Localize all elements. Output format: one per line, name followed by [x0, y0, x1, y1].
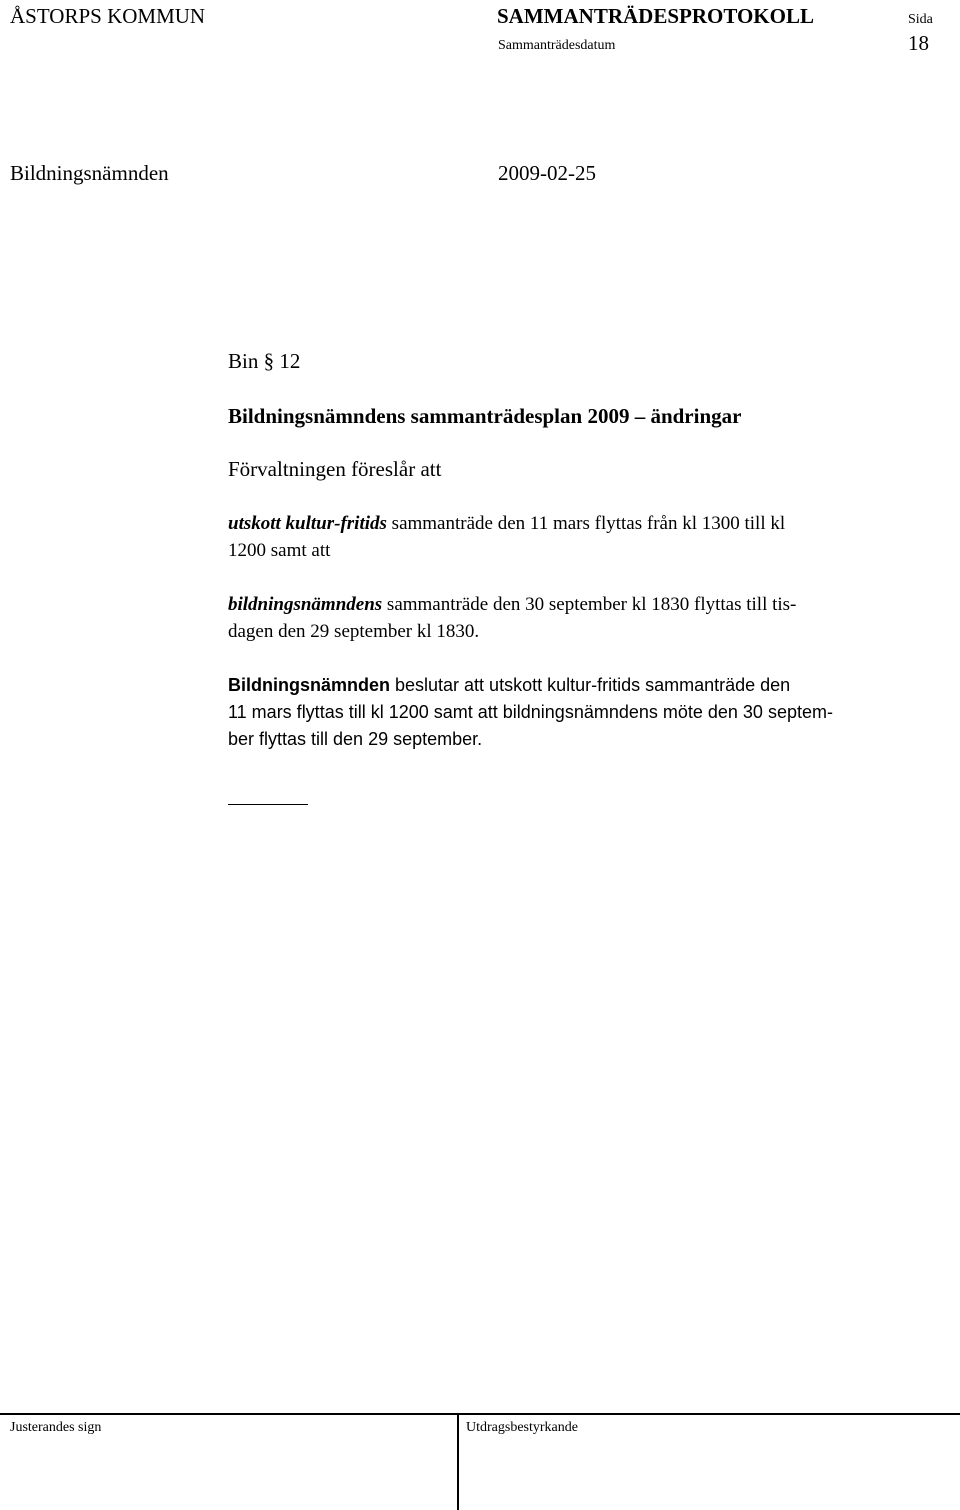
paragraph-text: ber flyttas till den 29 september. [228, 729, 483, 749]
paragraph-text: 11 mars flyttas till kl 1200 samt att bildningsnämndens möte den 30 septem- [228, 702, 833, 722]
committee-name: Bildningsnämnden [10, 161, 169, 185]
paragraph-text: dagen den 29 september kl 1830. [228, 621, 480, 642]
proposal-paragraph-2 [228, 591, 940, 645]
footer-column-divider [457, 1413, 459, 1510]
emphasis-board: bildningsnämndens [228, 594, 383, 615]
paragraph-text: sammanträde den 30 september kl 1830 flyttas till tis- [382, 594, 797, 615]
item-reference: Bin § 12 [228, 349, 301, 373]
date-label: Sammanträdesdatum [498, 38, 616, 53]
page-number: 18 [908, 31, 929, 55]
item-title: Bildningsnämndens sammanträdesplan 2009 – ändringar [228, 404, 742, 428]
paragraph-text: 1200 samt att [228, 540, 331, 561]
proposal-paragraph-1 [228, 510, 940, 564]
paragraph-text: beslutar att utskott kultur-fritids sammanträde den [390, 675, 791, 695]
end-rule [228, 804, 308, 805]
page-label: Sida [908, 12, 933, 27]
meeting-date: 2009-02-25 [498, 161, 596, 185]
footer-divider [0, 1413, 960, 1415]
org-name: ÅSTORPS KOMMUN [10, 4, 206, 28]
document-type: SAMMANTRÄDESPROTOKOLL [497, 4, 814, 28]
emphasis-committee: utskott kultur-fritids [228, 513, 387, 534]
proposal-intro: Förvaltningen föreslår att [228, 457, 442, 481]
footer-signature-label: Justerandes sign [10, 1420, 102, 1435]
paragraph-text: sammanträde den 11 mars flyttas från kl 1300 till kl [386, 513, 786, 534]
decision-paragraph [228, 672, 940, 753]
footer-extract-label: Utdragsbestyrkande [466, 1420, 578, 1435]
decision-subject: Bildningsnämnden [228, 675, 390, 695]
